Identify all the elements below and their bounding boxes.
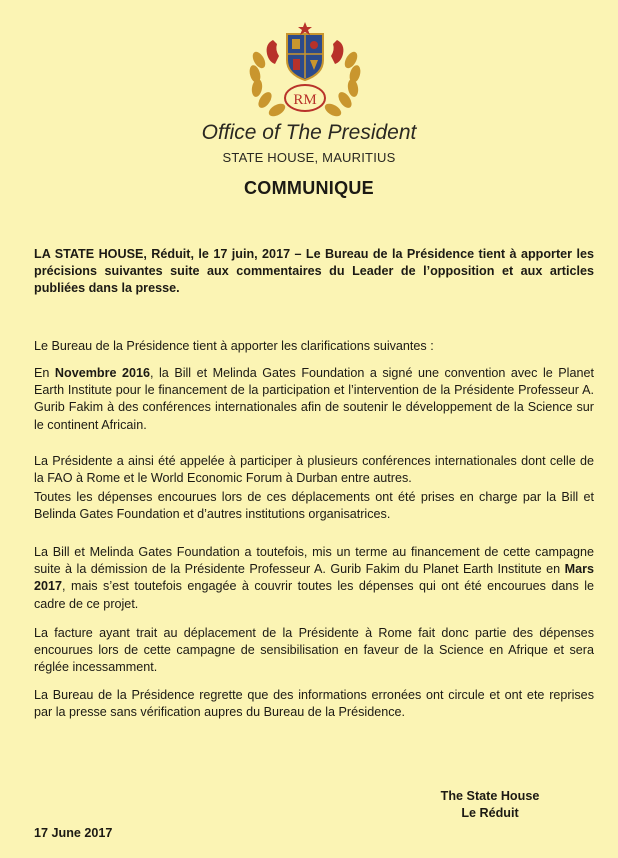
- lead-paragraph: LA STATE HOUSE, Réduit, le 17 juin, 2017 – Le Bureau de la Présidence tient à apporter les précisions suivantes suite aux commentaires du Leader de l’opposition et aux articles publiées dans la presse.: [34, 247, 594, 296]
- paragraph-regret: La Bureau de la Présidence regrette que des informations erronées ont circule et ont ete reprises par la presse sans vérification aupres du Bureau de la Présidence.: [34, 688, 594, 720]
- communique-heading: COMMUNIQUE: [244, 178, 374, 198]
- paragraph-funding-end-date: Mars 2017: [34, 562, 594, 594]
- dodo-supporter-icon: [267, 40, 279, 64]
- paragraph-conferences: La Présidente a ainsi été appelée à participer à plusieurs conférences internationales dont celle de la FAO à Rome et le World Economic Forum à Durban entre autres.: [34, 454, 594, 486]
- paragraph-invoice: La facture ayant trait au déplacement de la Présidente à Rome fait donc partie des dépenses encourues lors de cette campagne de sensibilisation en faveur de la Science en Afrique et sera réglée incessamment.: [34, 626, 594, 675]
- office-title: Office of The President: [201, 121, 417, 144]
- paragraph-convention-b: , la Bill et Melinda Gates Foundation a signé une convention avec le Planet Earth Institute pour le financement de la participation et l’intervention de la Présidente Professeur A. Gurib Fakim à des conférences internationales afin de soutenir le développement de la Science sur le continent Africain.: [34, 366, 594, 432]
- rm-monogram-text: RM: [293, 92, 317, 108]
- paragraph-intro: Le Bureau de la Présidence tient à apporter les clarifications suivantes :: [34, 339, 434, 353]
- paragraph-convention-date: Novembre 2016: [54, 366, 151, 380]
- sambar-deer-supporter-icon: [331, 40, 343, 64]
- paragraph-expenses: Toutes les dépenses encourues lors de ces déplacements ont été prises en charge par la Bill et Belinda Gates Foundation et d’autres institutions organisatrices.: [34, 490, 594, 522]
- paragraph-funding-end-a: La Bill et Melinda Gates Foundation a toutefois, mis un terme au financement de cette campagne suite à la démission de la Présidente Professeur A. Gurib Fakim du Planet Earth Institute en: [34, 545, 594, 577]
- paragraph-convention: [34, 365, 594, 434]
- paragraph-convention-a: En: [34, 366, 55, 380]
- coat-of-arms-emblem: [239, 20, 371, 128]
- signature-line-1: The State House: [440, 789, 540, 803]
- signature-block: [410, 788, 570, 822]
- signature-line-2: Le Réduit: [461, 806, 519, 821]
- document-date: 17 June 2017: [34, 826, 113, 840]
- paragraph-funding-end-b: , mais s’est toutefois engagée à couvrir toutes les dépenses qui ont été encourues dans le cadre de ce projet.: [34, 579, 594, 611]
- paragraph-funding-end: [34, 544, 594, 613]
- office-subtitle: STATE HOUSE, MAURITIUS: [222, 150, 396, 165]
